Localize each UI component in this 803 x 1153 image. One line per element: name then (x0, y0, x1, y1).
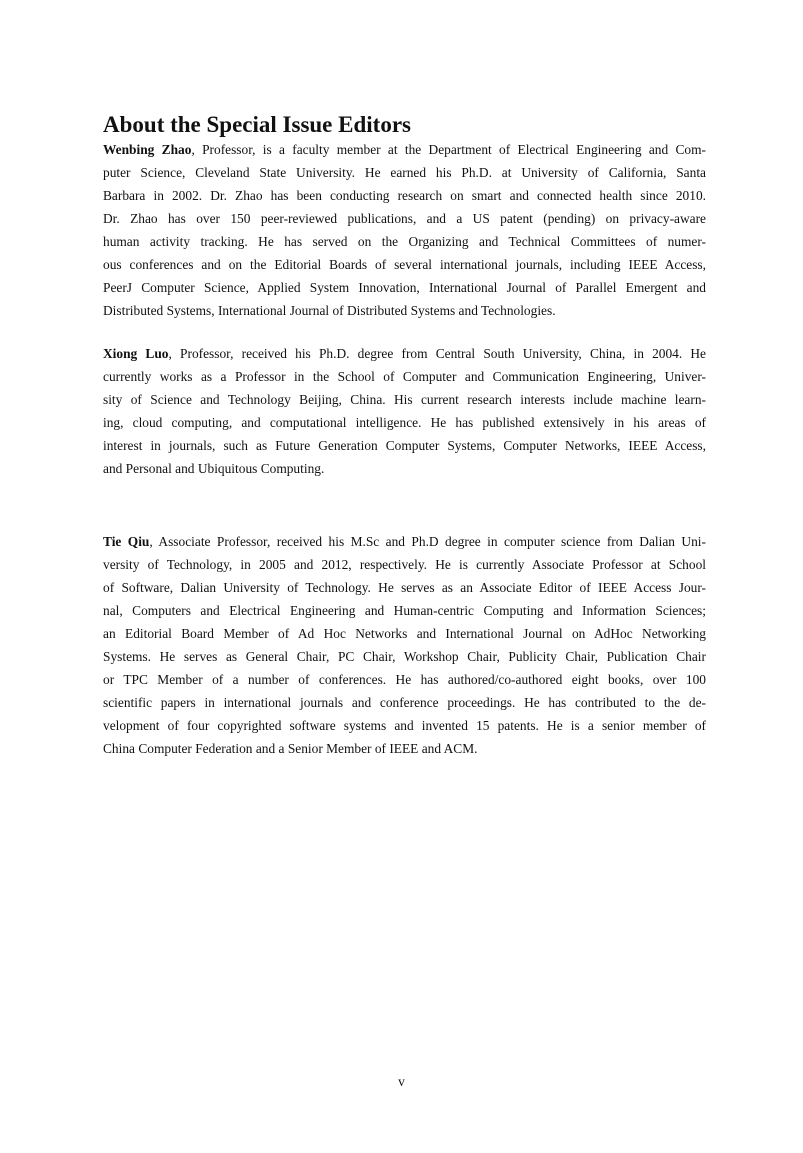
bio-line (103, 365, 706, 388)
editor-name: Tie Qiu (103, 534, 150, 549)
bio-text: interest in journals, such as Future Generation Computer Systems, Computer Networks, IEEE Access, (103, 438, 706, 453)
bio-text: sity of Science and Technology Beijing, China. His current research interests include machine learn- (103, 392, 706, 407)
bio-text: versity of Technology, in 2005 and 2012, respectively. He is currently Associate Professor at School (103, 557, 706, 572)
bio-text: ing, cloud computing, and computational intelligence. He has published extensively in his areas of (103, 415, 706, 430)
bio-text: , Professor, received his Ph.D. degree from Central South University, China, in 2004. He (168, 346, 706, 361)
editor-bio-luo (103, 342, 706, 480)
bio-text: nal, Computers and Electrical Engineering and Human-centric Computing and Information Sciences; (103, 603, 706, 618)
bio-line (103, 434, 706, 457)
bio-line (103, 530, 706, 553)
bio-line (103, 253, 706, 276)
bio-line (103, 553, 706, 576)
bio-text: Systems. He serves as General Chair, PC Chair, Workshop Chair, Publicity Chair, Publication Chair (103, 649, 706, 664)
bio-text: puter Science, Cleveland State University. He earned his Ph.D. at University of California, Santa (103, 165, 706, 180)
bio-text: ous conferences and on the Editorial Boards of several international journals, including IEEE Access, (103, 257, 706, 272)
editor-name: Wenbing Zhao (103, 142, 192, 157)
bio-text: Dr. Zhao has over 150 peer-reviewed publications, and a US patent (pending) on privacy-aware (103, 211, 706, 226)
bio-text: , Associate Professor, received his M.Sc and Ph.D degree in computer science from Dalian Uni- (149, 534, 706, 549)
bio-line (103, 276, 706, 299)
editor-bio-qiu (103, 530, 706, 760)
editor-name: Xiong Luo (103, 346, 169, 361)
bio-line (103, 622, 706, 645)
bio-text: or TPC Member of a number of conferences. He has authored/co-authored eight books, over 100 (103, 672, 706, 687)
bio-line (103, 184, 706, 207)
bio-text: scientific papers in international journals and conference proceedings. He has contributed to the de- (103, 695, 706, 710)
bio-line (103, 342, 706, 365)
bio-text: human activity tracking. He has served on the Organizing and Technical Committees of numer- (103, 234, 706, 249)
bio-text: China Computer Federation and a Senior Member of IEEE and ACM. (103, 741, 478, 756)
editor-bio-zhao (103, 138, 706, 322)
bio-line (103, 599, 706, 622)
bio-line (103, 645, 706, 668)
bio-line (103, 457, 706, 480)
bio-line (103, 668, 706, 691)
bio-line (103, 207, 706, 230)
bio-line (103, 714, 706, 737)
bio-text: of Software, Dalian University of Technology. He serves as an Associate Editor of IEEE Access Jour- (103, 580, 706, 595)
bio-line (103, 299, 706, 322)
bio-text: and Personal and Ubiquitous Computing. (103, 461, 325, 476)
bio-line (103, 576, 706, 599)
bio-text: Distributed Systems, International Journal of Distributed Systems and Technologies. (103, 303, 556, 318)
bio-line (103, 691, 706, 714)
bio-text: currently works as a Professor in the School of Computer and Communication Engineering, Univer- (103, 369, 706, 384)
bio-text: PeerJ Computer Science, Applied System Innovation, International Journal of Parallel Emergent and (103, 280, 706, 295)
bio-line (103, 138, 706, 161)
bio-line (103, 161, 706, 184)
bio-text: , Professor, is a faculty member at the Department of Electrical Engineering and Com- (191, 142, 706, 157)
bio-line (103, 737, 706, 760)
page-title: About the Special Issue Editors (103, 112, 411, 137)
bio-line (103, 411, 706, 434)
bio-text: Barbara in 2002. Dr. Zhao has been conducting research on smart and connected health since 2010. (103, 188, 706, 203)
page-number: v (398, 1074, 405, 1089)
bio-text: velopment of four copyrighted software systems and invented 15 patents. He is a senior member of (103, 718, 706, 733)
bio-text: an Editorial Board Member of Ad Hoc Networks and International Journal on AdHoc Networking (103, 626, 706, 641)
bio-line (103, 230, 706, 253)
bio-line (103, 388, 706, 411)
